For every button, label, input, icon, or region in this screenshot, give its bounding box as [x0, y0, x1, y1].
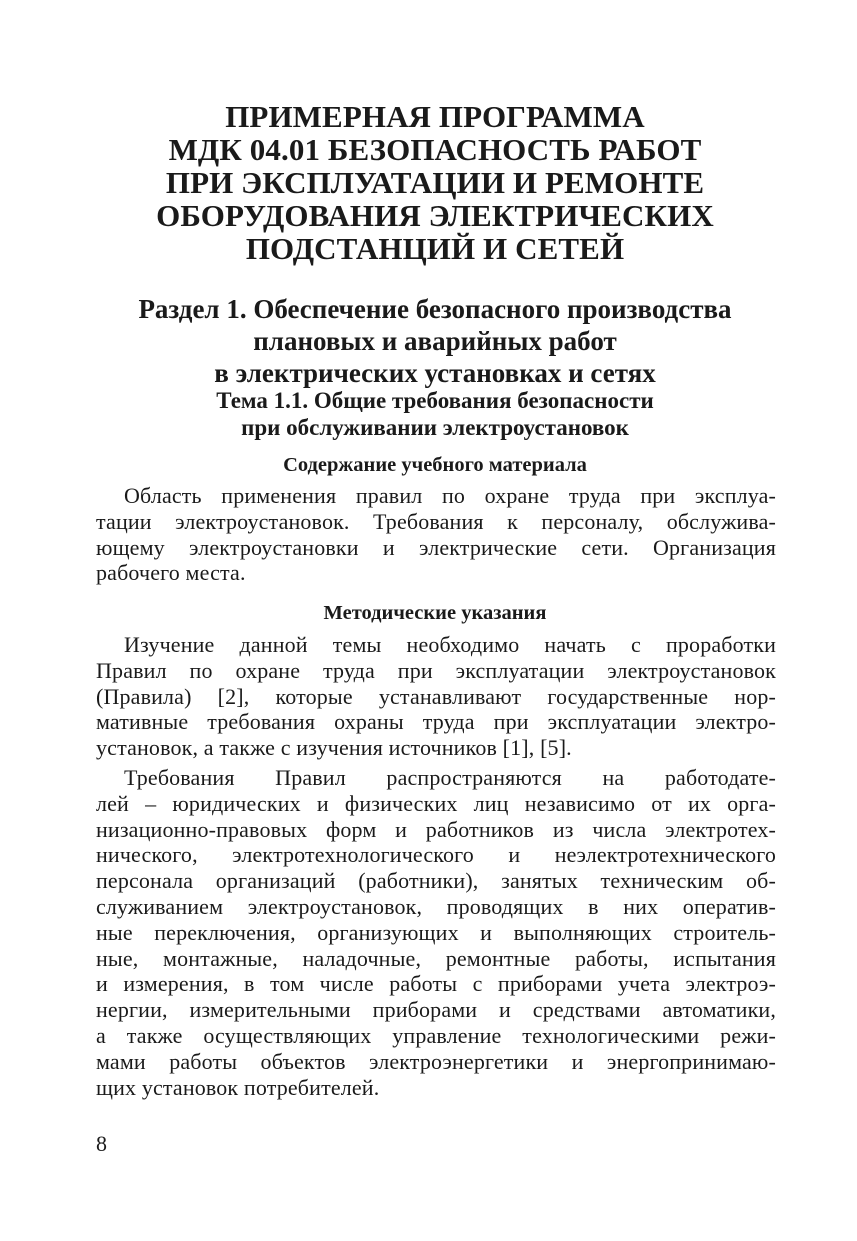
- section-title-line: Раздел 1. Обеспечение безопасного производства: [138, 294, 732, 324]
- section-title-line: в электрических установках и сетях: [214, 358, 656, 388]
- paragraph-line: и измерения, в том числе работы с приборами учета электроэ-: [96, 971, 776, 997]
- page-number: 8: [96, 1131, 107, 1156]
- paragraph-line: рабочего места.: [96, 560, 246, 586]
- topic-title: [90, 387, 780, 441]
- paragraph-line: Требования Правил распространяются на работодате-: [124, 765, 776, 790]
- paragraph-line: Область применения правил по охране труда при эксплуа-: [124, 483, 776, 508]
- guidelines-paragraph: [96, 632, 776, 761]
- program-title-line: ПРИМЕРНАЯ ПРОГРАММА: [225, 99, 645, 134]
- guidelines-heading: Методические указания: [323, 602, 547, 624]
- program-title: [90, 100, 780, 265]
- program-title-line: ПОДСТАНЦИЙ И СЕТЕЙ: [245, 231, 625, 266]
- paragraph-line: нергии, измерительными приборами и средствами автоматики,: [96, 997, 776, 1023]
- paragraph-line: а также осуществляющих управление технологическими режи-: [96, 1022, 776, 1048]
- paragraph-line: тации электроустановок. Требования к персоналу, обслужива-: [96, 508, 776, 534]
- program-title-line: ОБОРУДОВАНИЯ ЭЛЕКТРИЧЕСКИХ: [156, 198, 714, 233]
- paragraph-line: ные переключения, организующих и выполняющих строитель-: [96, 919, 776, 945]
- paragraph-line: служиванием электроустановок, проводящих в них оператив-: [96, 893, 776, 919]
- topic-title-line: Тема 1.1. Общие требования безопасности: [216, 388, 654, 413]
- topic-title-line: при обслуживании электроустановок: [241, 415, 629, 440]
- paragraph-line: ющему электроустановки и электрические сети. Организация: [96, 534, 776, 560]
- program-title-line: ПРИ ЭКСПЛУАТАЦИИ И РЕМОНТЕ: [165, 165, 705, 200]
- guidelines-paragraph: [96, 765, 776, 1100]
- paragraph-line: мативные требования охраны труда при эксплуатации электро-: [96, 709, 776, 735]
- paragraph-line: ные, монтажные, наладочные, ремонтные работы, испытания: [96, 945, 776, 971]
- content-heading: Содержание учебного материала: [283, 454, 587, 476]
- paragraph-line: Изучение данной темы необходимо начать с проработки: [124, 632, 776, 657]
- paragraph-line: лей – юридических и физических лиц независимо от их орга-: [96, 790, 776, 816]
- section-title-line: плановых и аварийных работ: [253, 326, 617, 356]
- content-paragraph: [96, 483, 776, 586]
- section-title: [90, 293, 780, 389]
- paragraph-line: Правил по охране труда при эксплуатации электроустановок: [96, 657, 776, 683]
- paragraph-line: персонала организаций (работники), занятых техническим об-: [96, 868, 776, 894]
- program-title-line: МДК 04.01 БЕЗОПАСНОСТЬ РАБОТ: [168, 132, 702, 167]
- paragraph-line: нического, электротехнологического и неэлектротехнического: [96, 842, 776, 868]
- paragraph-line: установок, а также с изучения источников [1], [5].: [96, 735, 572, 761]
- paragraph-line: мами работы объектов электроэнергетики и энергопринимаю-: [96, 1048, 776, 1074]
- paragraph-line: низационно-правовых форм и работников из числа электротех-: [96, 816, 776, 842]
- paragraph-line: (Правила) [2], которые устанавливают государственные нор-: [96, 683, 776, 709]
- paragraph-line: щих установок потребителей.: [96, 1074, 380, 1100]
